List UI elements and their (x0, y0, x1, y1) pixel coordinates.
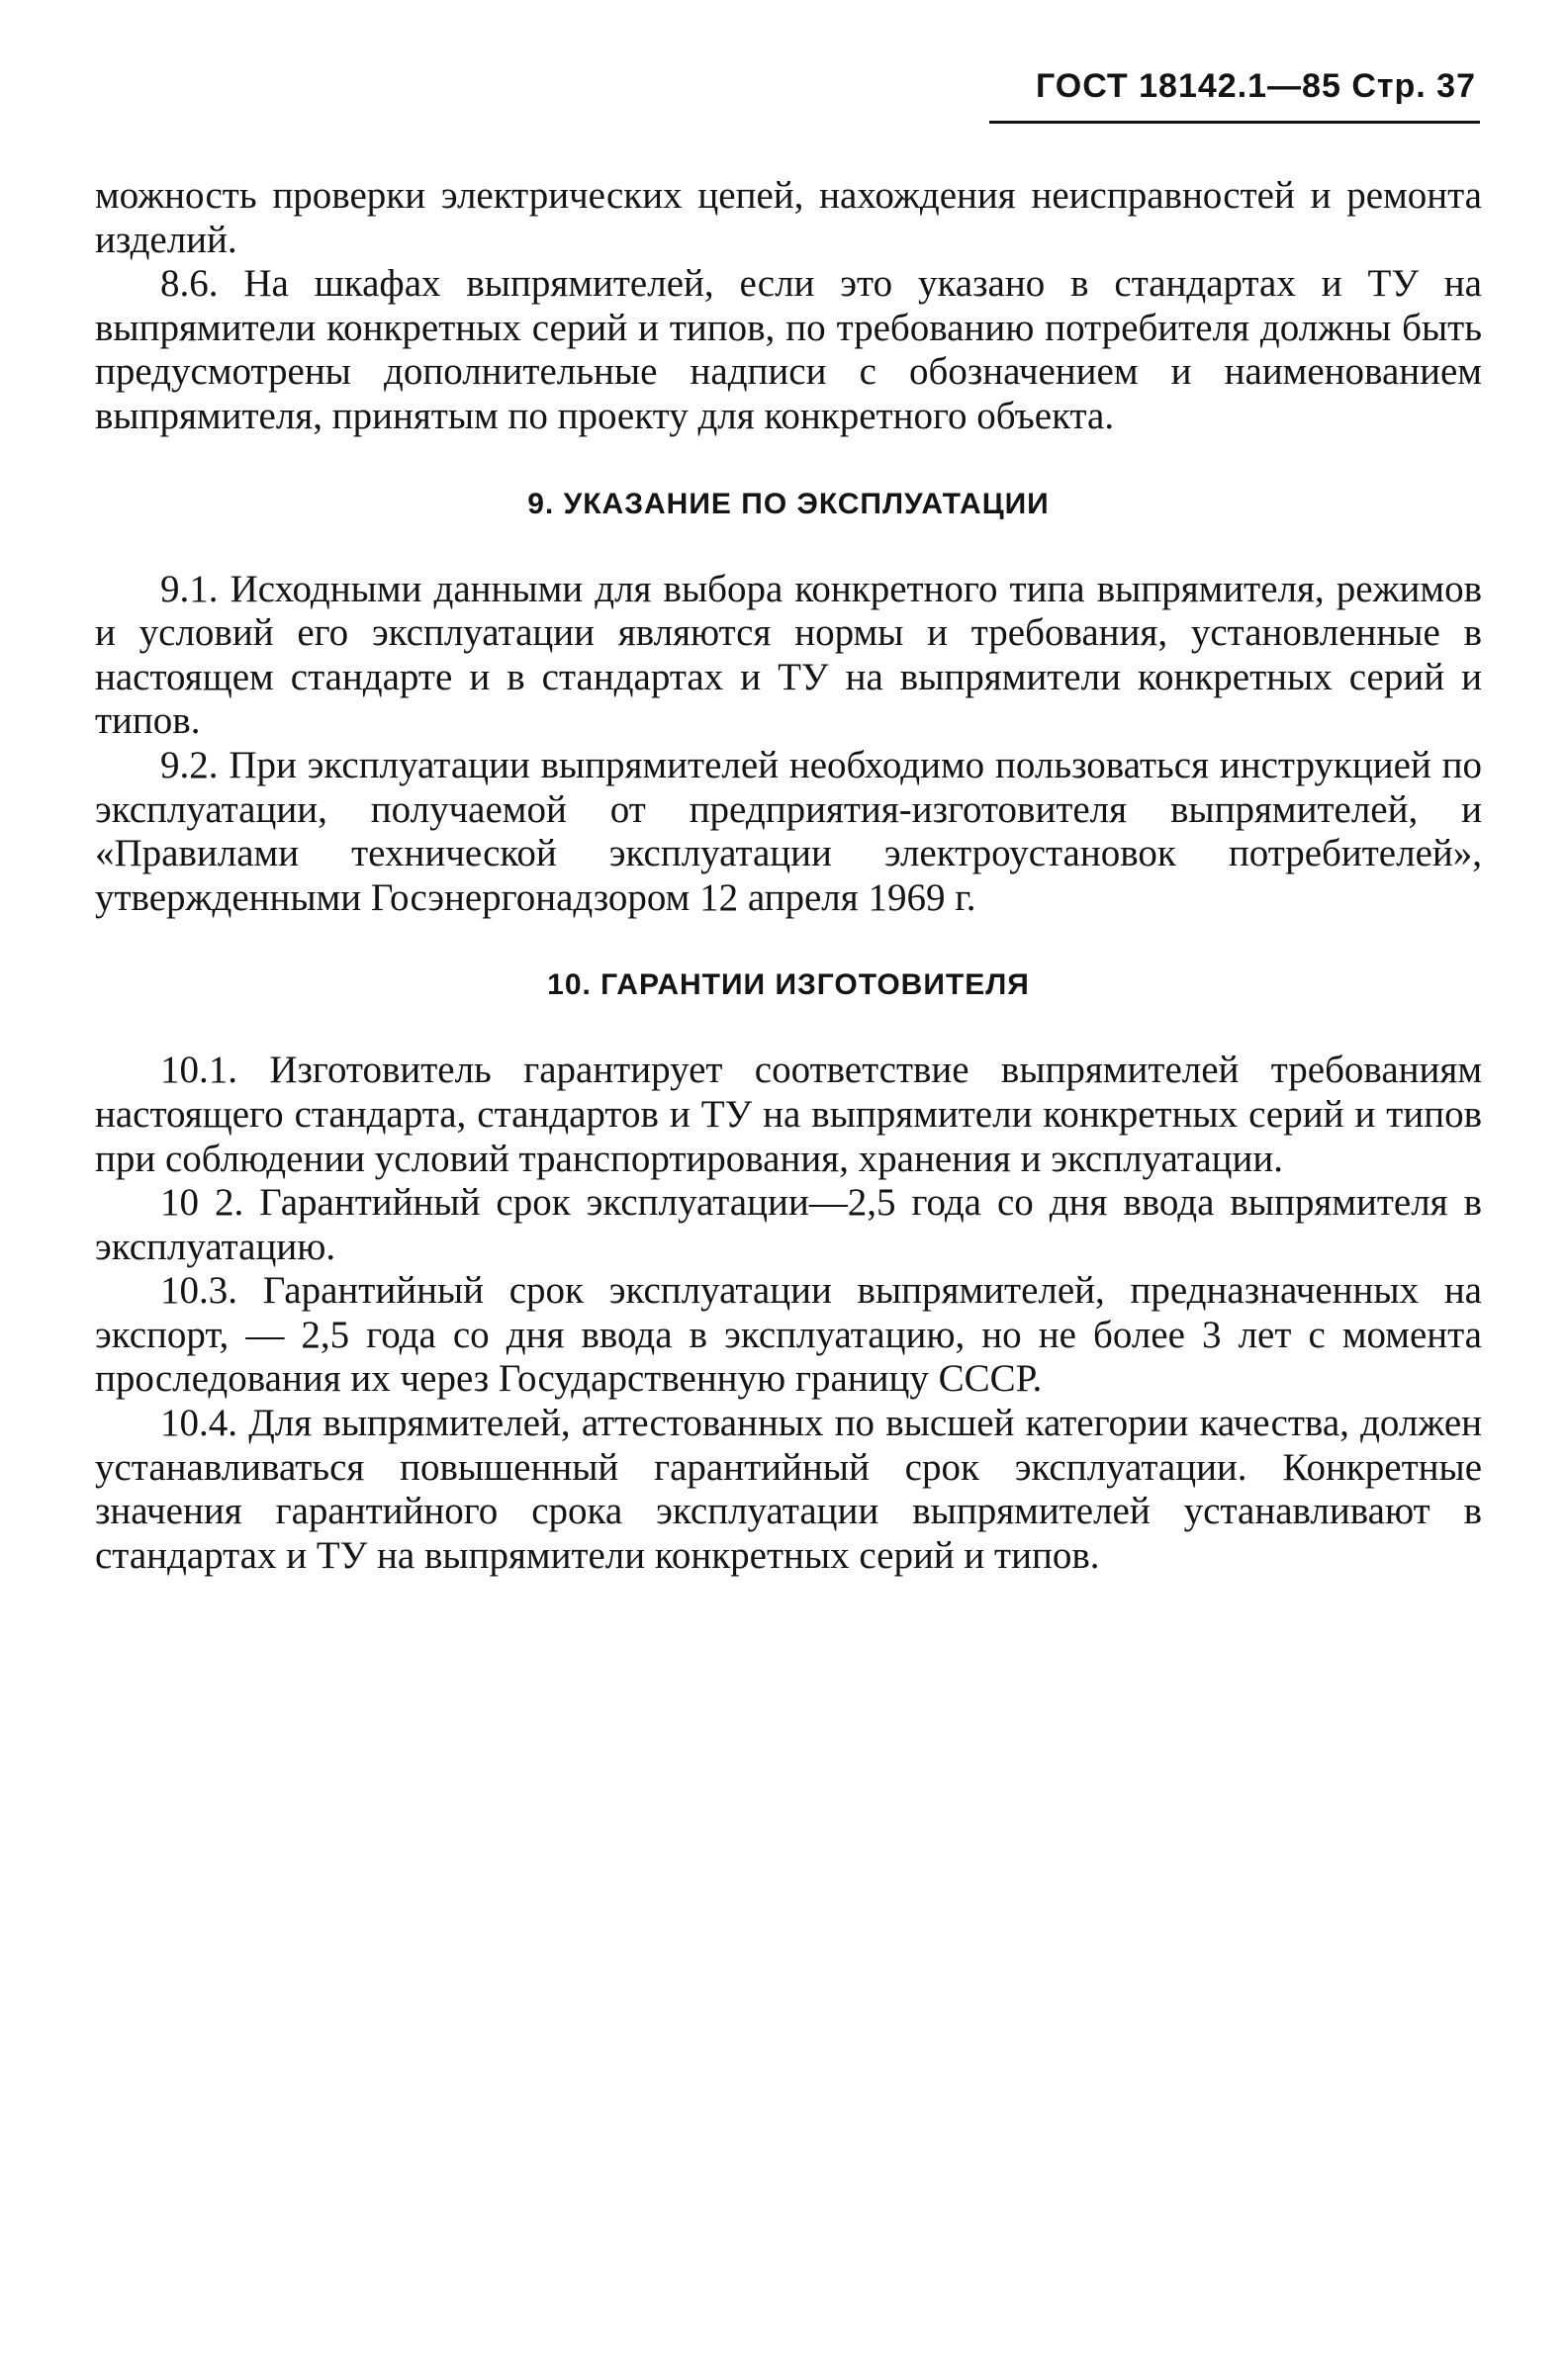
paragraph-10-2: 10 2. Гарантийный срок эксплуатации—2,5 года со дня ввода выпрямителя в эксплуатацию. (95, 1181, 1482, 1268)
running-title: ГОСТ 18142.1—85 Стр. 37 (1035, 67, 1476, 105)
paragraph-continuation: можность проверки электрических цепей, нахождения неисправностей и ремонта изделий. (95, 174, 1482, 261)
page-body (95, 174, 1482, 1578)
paragraph-9-2: 9.2. При эксплуатации выпрямителей необходимо пользоваться инструкцией по эксплуатации, получаемой от предприятия-изготовителя выпрямителей, и «Правилами технической эксплуатации электроустановок потребителей», утвержденными Госэнергонадзором 12 апреля 1969 г. (95, 743, 1482, 919)
paragraph-10-1: 10.1. Изготовитель гарантирует соответствие выпрямителей требованиям настоящего стандарта, стандартов и ТУ на выпрямители конкретных серий и типов при соблюдении условий транспортирования, хранения и эксплуатации. (95, 1049, 1482, 1180)
page-header (989, 63, 1480, 124)
paragraph-8-6: 8.6. На шкафах выпрямителей, если это указано в стандартах и ТУ на выпрямители конкретных серий и типов, по требованию потребителя должны быть предусмотрены дополнительные надписи с обозначением и наименованием выпрямителя, принятым по проекту для конкретного объекта. (95, 262, 1482, 437)
paragraph-10-3: 10.3. Гарантийный срок эксплуатации выпрямителей, предназначенных на экспорт, — 2,5 года со дня ввода в эксплуатацию, но не более 3 лет с момента проследования их через Государственную границу СССР. (95, 1269, 1482, 1401)
section-heading-9: 9. УКАЗАНИЕ ПО ЭКСПЛУАТАЦИИ (527, 487, 1050, 520)
paragraph-10-4: 10.4. Для выпрямителей, аттестованных по высшей категории качества, должен устанавливаться повышенный гарантийный срок эксплуатации. Конкретные значения гарантийного срока эксплуатации выпрямителей устанавливают в стандартах и ТУ на выпрямители конкретных серий и типов. (95, 1402, 1482, 1577)
paragraph-9-1: 9.1. Исходными данными для выбора конкретного типа выпрямителя, режимов и условий его эксплуатации являются нормы и требования, установленные в настоящем стандарте и в стандартах и ТУ на выпрямители конкретных серий и типов. (95, 567, 1482, 743)
section-heading-10: 10. ГАРАНТИИ ИЗГОТОВИТЕЛЯ (547, 968, 1030, 1002)
